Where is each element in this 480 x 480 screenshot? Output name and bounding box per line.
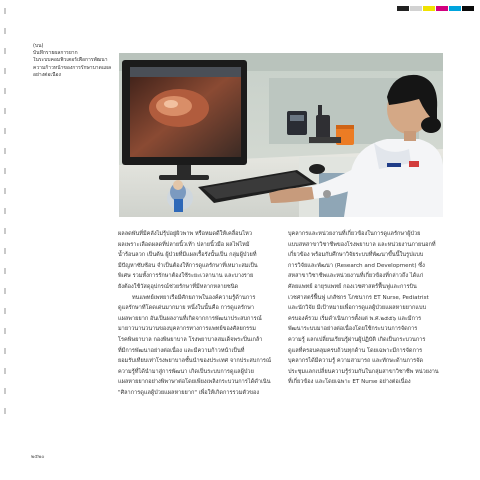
text-line: มีปัญหาซับซ้อน จำเป็นต้องให้การดูแลรักษาที่เหมาะสมเป็น bbox=[118, 262, 258, 269]
text-line: แบบสหสาขาวิชาชีพของโรงพยาบาล และหน่วยงานภายนอกที่ bbox=[288, 241, 436, 248]
color-swatch bbox=[410, 6, 422, 11]
article-column-right bbox=[288, 229, 444, 388]
caption-line: อย่างต่อเนื่อง bbox=[33, 71, 62, 78]
photo-caption bbox=[33, 43, 111, 79]
text-line: ศัลยแพทย์ อายุรแพทย์ กองเวชศาสตร์ฟื้นฟูและการบิน bbox=[288, 283, 417, 290]
text-line: เวชศาสตร์ฟื้นฟู เภสัชกร โภชนากร ET Nurse, Pediatrist bbox=[288, 294, 429, 301]
text-line: ที่มีการพัฒนาอย่างต่อเนื่อง และมีความก้าวหน้าเป็นที่ bbox=[118, 347, 245, 354]
page-number: ๒๕๒๐ bbox=[31, 454, 45, 460]
text-line: สหสาขาวิชาชีพและหน่วยงานที่เกี่ยวข้องที่กล่าวถึง ได้แก่ bbox=[288, 273, 424, 280]
text-line: มายาวนานวนานของบุคลากรทางการแพทย์ของศัลยกรรม bbox=[118, 326, 256, 333]
text-line: และนักวิจัย มีเป้าหมายเพื่อการดูแลผู้ป่วยแผลหายยากแบบ bbox=[288, 305, 427, 312]
text-line: บุคลากรได้มีความรู้ ความสามารถ และทักษะด้านการจัด bbox=[288, 358, 423, 365]
text-line: ยอมรับเทียบเท่าโรงพยาบาลชั้นนำของประเทศ จากประสบการณ์ bbox=[118, 358, 272, 365]
text-line: ทนแพทย์เพทยาเรือมีศักยภาพในองค์ความรู้ด้านการ bbox=[132, 294, 256, 301]
text-line: ยังต้องใช้วัสดุอุปกรณ์ช่วยรักษาที่มีหลากหลายชนิด bbox=[118, 283, 239, 290]
color-swatch bbox=[449, 6, 461, 11]
color-swatch bbox=[436, 6, 448, 11]
text-line: แผลพายยาก อันเป็นผลงานที่เกิดจากการพัฒนาประสบการณ์ bbox=[118, 315, 262, 322]
text-line: ดูแลที่ครอบคลุมครบถ้วนทุกด้าน โดยเฉพาะมีการจัดการ bbox=[288, 347, 423, 354]
caption-line: ความก้าวหน้าของการรักษาบาดแผล bbox=[33, 64, 111, 71]
text-line: พิเศษ รวมทั้งการรักษาต้องใช้ระยะเวลานาน และบางราย bbox=[118, 273, 254, 280]
text-line: "ศิลาการดูแลผู้ป่วยแผลหายยาก" เพื่อให้เกิดการรวมตัวของ bbox=[118, 389, 260, 396]
caption-line: (บน) bbox=[33, 43, 44, 49]
text-line: การวิจัยและพัฒนา (Research and Development) ซึ่ง bbox=[288, 262, 425, 269]
print-registration-bar bbox=[397, 6, 474, 11]
color-swatch bbox=[423, 6, 435, 11]
text-line: ความรู้ แลกเปลี่ยนเรียนรู้ผ่านผู้ปฏิบัติ เกิดเป็นกระบวนการ bbox=[288, 336, 426, 343]
color-swatch bbox=[462, 6, 474, 11]
text-line: ผลเพราะเลือดผลดที่ปลายนิ้วเท้า ปลายนิ้วมือ ผลไฟไหม้ bbox=[118, 241, 250, 248]
text-line: ประชุมแลกเปลี่ยนความรู้ร่วมกันในกลุ่มสาขาวิชาชีพ หน่วยงาน bbox=[288, 368, 439, 375]
article-column-left bbox=[118, 229, 274, 399]
nurse-at-computer-photo bbox=[119, 53, 443, 217]
text-line: พัฒนาระบบมาอย่างต่อเนื่องโดยใช้กระบวนการจัดการ bbox=[288, 326, 418, 333]
color-swatch bbox=[397, 6, 409, 11]
text-line: แผลหายยากอย่างพิพาษาต่อโดยเพียงเพลิงกระบวนการได้ดำเนิน bbox=[118, 379, 271, 386]
text-line: ดูแลรักษาทีโดดเด่นมากมาย หนึ่งในนั้นคือ การดูแลรักษา bbox=[118, 305, 255, 312]
caption-line: ในระบบคอมพิวเตอร์เพื่อการพัฒนา bbox=[33, 57, 108, 64]
text-line: ที่เกี่ยวข้อง และโดยเฉพาะ ET Nurse อย่างต่อเนื่อง bbox=[288, 379, 411, 386]
text-line: บุคลากรและหน่วยงานที่เกี่ยวข้องในการดูแลรักษาผู้ป่วย bbox=[288, 231, 421, 237]
margin-marks bbox=[4, 8, 6, 448]
text-line: น้ำร้อนลวก เป็นต้น ผู้ป่วยที่มีแผลเรื้อรังนั้นเป็น กลุ่มผู้ป่วยที่ bbox=[118, 252, 257, 259]
text-line: โรคพิษยาบาล กองพิษยาบาล โรงพยาบาลสมเด็จพระปิ่นเกล้า bbox=[118, 336, 263, 343]
text-line: ความรู้ที่ได้นำมาสู่การพัฒนา เกิดเป็นระบบการดูแลผู้ป่วย bbox=[118, 368, 254, 375]
text-line: ผลลดพันที่มีคลังไม่รุ้ปอยู่ผิวพาพ หรือหมดดีให้เคลื่อนไหว bbox=[118, 231, 252, 237]
text-line: เกี่ยวข้อง พร้อมกับศึกษาวิจัยระบบที่พัฒนาขึ้นนี้ในรูปแบบ bbox=[288, 252, 424, 259]
caption-line: บันทึกรายผลการยาก bbox=[33, 50, 78, 57]
text-line: ครบองค์รวม เริ่มดำเนินการตั้งแต่ พ.ศ.๒๕๕๖ และมีการ bbox=[288, 315, 422, 322]
